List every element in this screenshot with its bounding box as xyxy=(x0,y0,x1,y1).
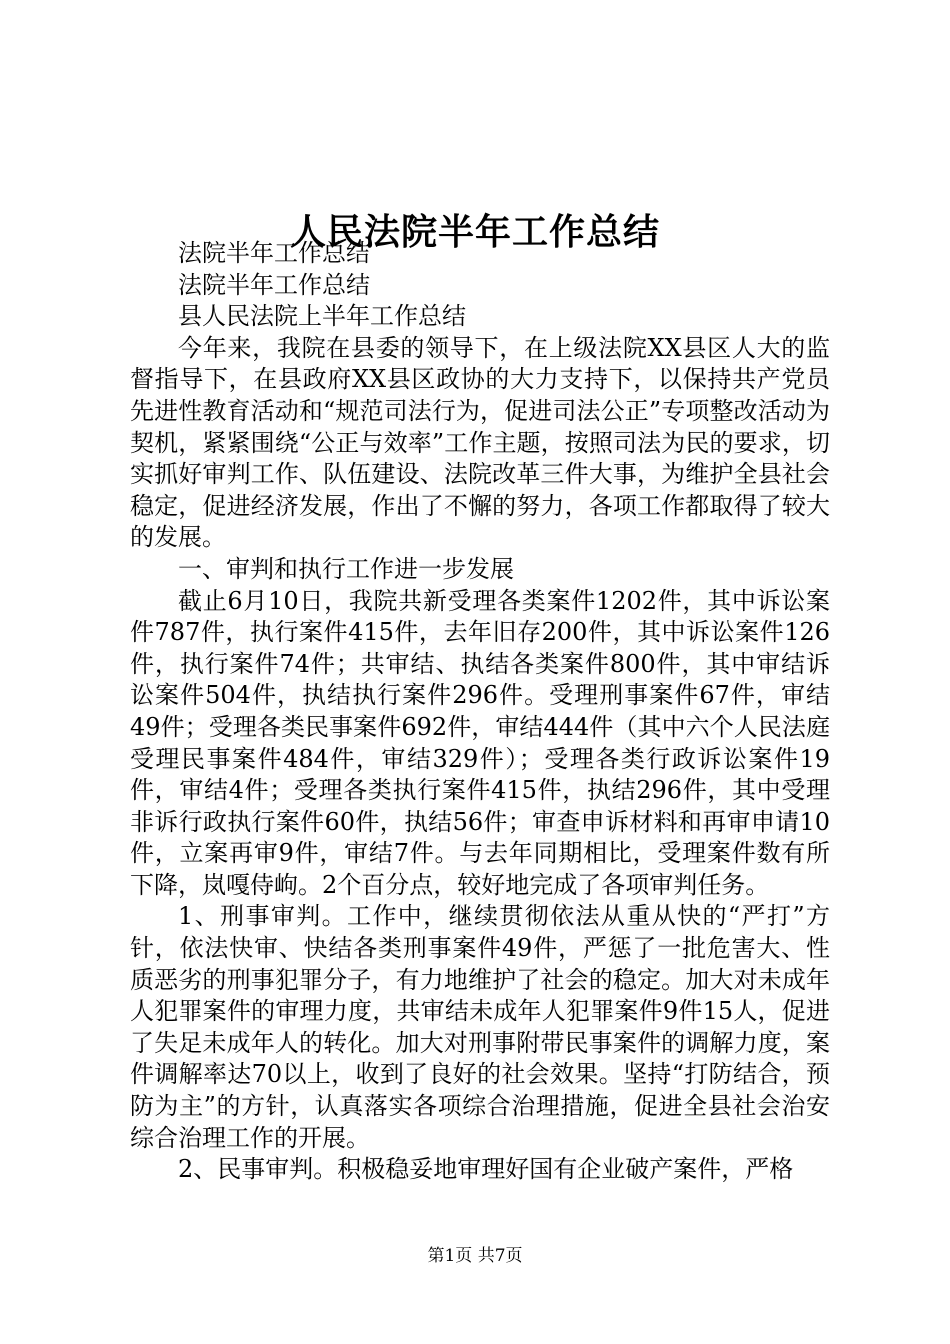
document-title: 人民法院半年工作总结 xyxy=(289,211,660,254)
page-number: 第1页 共7页 xyxy=(427,1246,523,1266)
body-paragraph: 2、民事审判。积极稳妥地审理好国有企业破产案件，严格 xyxy=(178,1155,794,1184)
subtitle-line: 县人民法院上半年工作总结 xyxy=(178,302,466,331)
body-paragraph: 今年来，我院在县委的领导下，在上级法院XX县区人大的监督指导下，在县政府XX县区政协的大力支持下，以保持共产党员先进性教育活动和“规范司法行为，促进司法公正”专项整改活动为契机，紧紧围绕“公正与效率”工作主题，按照司法为民的要求，切实抓好审判工作、队伍建设、法院改革三件大事，为维护全县社会稳定，促进经济发展，作出了不懈的努力，各项工作都取得了较大的发展。 xyxy=(130,333,830,552)
section-heading: 一、审判和执行工作进一步发展 xyxy=(178,554,514,583)
body-paragraph: 1、刑事审判。工作中，继续贯彻依法从重从快的“严打”方针，依法快审、快结各类刑事案件49件，严惩了一批危害大、性质恶劣的刑事犯罪分子，有力地维护了社会的稳定。加大对未成年人犯罪案件的审理力度，共审结未成年人犯罪案件9件15人，促进了失足未成年人的转化。加大对刑事附带民事案件的调解力度，案件调解率达70以上，收到了良好的社会效果。坚持“打防结合，预防为主”的方针，认真落实各项综合治理措施，促进全县社会治安综合治理工作的开展。 xyxy=(130,902,830,1152)
subtitle-line: 法院半年工作总结 xyxy=(178,239,370,267)
body-paragraph: 截止6月10日，我院共新受理各类案件1202件，其中诉讼案件787件，执行案件415件，去年旧存200件，其中诉讼案件126件，执行案件74件；共审结、执结各类案件800件，其中审结诉讼案件504件，执结执行案件296件。受理刑事案件67件，审结49件；受理各类民事案件692件，审结444件（其中六个人民法庭受理民事案件484件，审结329件）；受理各类行政诉讼案件19件，审结4件；受理各类执行案件415件，执结296件，其中受理非诉行政执行案件60件，执结56件；审查申诉材料和再审申请10件，立案再审9件，审结7件。与去年同期相比，受理案件数有所下降，岚嘎侍岣。2个百分点，较好地完成了各项审判任务。 xyxy=(130,586,830,899)
document-body xyxy=(130,238,830,1186)
subtitle-line: 法院半年工作总结 xyxy=(178,270,370,299)
